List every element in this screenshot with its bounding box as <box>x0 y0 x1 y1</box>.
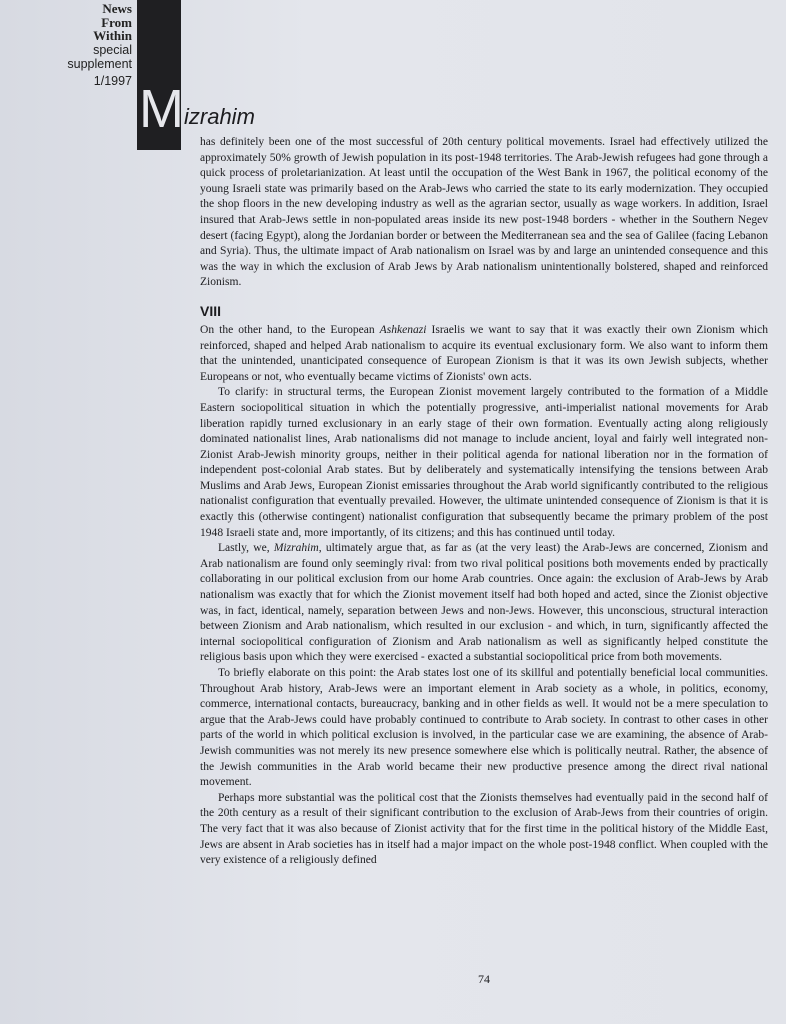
paragraph-4: To briefly elaborate on this point: the Arab states lost one of its skillful and potentially beneficial local communities. Throughout Arab history, Arab-Jews were an important element in Arab society as a whole, in politics, economy, commerce, international contacts, bureaucracy, banking and in other fields as well. It would not be a mere speculation to argue that the Arab-Jews could have probably continued to contribute to Arab society. In contrast to other cases in other parts of the world in which political exclusion is involved, in the particular case we are examining, the absence of Arab-Jewish communities was not merely its new presence somewhere else which is politically neutral. Rather, the absence of the Jewish communities in the Arab world became their new productive presence among the direct rival national movement. <box>200 667 768 789</box>
dropcap-letter: M <box>139 79 184 139</box>
masthead <box>40 2 132 88</box>
masthead-from: From <box>101 14 132 30</box>
masthead-supplement: supplement <box>67 57 132 72</box>
intro-paragraph: has definitely been one of the most successful of 20th century political movements. Israel had effectively utilized the approximately 50% growth of Jewish population in its post-1948 territories. The Arab-Jewish refugees had gone through a quick process of proletarianization. At least until the occupation of the West Bank in 1967, the political economy of the young Israeli state was primarily based on the Arab-Jews who carried the state to its early modernization. They occupied the shop floors in the new developing industry as well as the agrarian sector, usually as wage workers. In addition, Israel insured that Arab-Jews settle in non-populated areas inside its new post-1948 borders - whether in the Southern Negev desert (facing Egypt), along the Jordanian border or between the Mediterranean sea and the sea of Galilee (facing Lebanon and Syria). Thus, the ultimate impact of Arab nationalism on Israel was by and large an unintended consequence and this was the way in which the exclusion of Arab Jews by Arab nationalism unintentionally bolstered, shaped and reinforced Zionism. <box>200 136 768 289</box>
paragraph-5: Perhaps more substantial was the political cost that the Zionists themselves had eventually paid in the second half of the 20th century as a result of their significant contribution to the exclusion of Arab-Jews from their countries of origin. The very fact that it was also because of Zionist activity that for the first time in the political history of the Middle East, Jews are absent in Arab societies has in itself had a major impact on the whole post-1948 conflict. When coupled with the very existence of a religiously defined <box>200 791 768 867</box>
masthead-issue: 1/1997 <box>93 73 132 88</box>
masthead-special: special <box>93 42 132 57</box>
paragraph-3: Lastly, we, Mizrahim, ultimately argue that, as far as (at the very least) the Arab-Jews are concerned, Zionism and Arab nationalism are found only seemingly rival: from two rival political positions both movements ended by practically collaborating in our political exclusion from our home Arab countries. Once again: the exclusion of Arab-Jews by Arab nationalism was exactly that for which the Zionist movement itself had both hoped and acted, since the Zionist objective was, in fact, identical, namely, separation between Jews and non-Jews. However, this unconscious, structural interaction between Zionism and Arab nationalism, which resulted in our exclusion - and which, in turn, significantly affected the internal sociopolitical configuration of Zionism and Arab nationalism as well as significantly helped constitute the religious basis upon which they were exercised - exacted a substantial sociopolitical price from both movements. <box>200 542 768 664</box>
paragraph-1: On the other hand, to the European Ashkenazi Israelis we want to say that it was exactly their own Zionism which reinforced, shaped and helped Arab nationalism to acquire its eventual exclusionary form. We also want to inform them that the unintended, unanticipated consequence of European Zionism is that it was its own Jewish subjects, whether Europeans or not, who eventually became victims of Zionists' own acts. <box>200 323 768 383</box>
article-body <box>200 135 768 869</box>
masthead-news: News <box>102 1 132 16</box>
page-number: 74 <box>478 972 490 986</box>
paragraph-2: To clarify: in structural terms, the European Zionist movement largely contributed to the formation of a Middle Eastern sociopolitical situation in which the potentially progressive, anti-imperialist national movements for Arab liberation rapidly turned exclusionary in an early stage of their own formation. Eventually acting along religiously dominated nationalist lines, Arab nationalisms did not manage to include ancient, loyal and fairly well integrated non-Zionist Arab-Jewish minority groups, neither in their political agenda for national liberation nor in the formation of independent post-colonial Arab states. But by deliberately and systematically intensifying the tensions between Arab Muslims and Arab Jews, European Zionist emissaries throughout the Arab world significantly contributed to the religious nationalist configuration that eventually prevailed. However, the ultimate unintended consequence of Zionism is that it is exactly this (otherwise contingent) nationalist configuration that subsequently became the primary problem of the post 1948 Israeli state and, more importantly, of its citizens; and this has continued until today. <box>200 386 768 539</box>
section-heading: VIII <box>200 302 222 319</box>
article-title: izrahim <box>184 104 255 129</box>
masthead-within: Within <box>93 28 132 44</box>
